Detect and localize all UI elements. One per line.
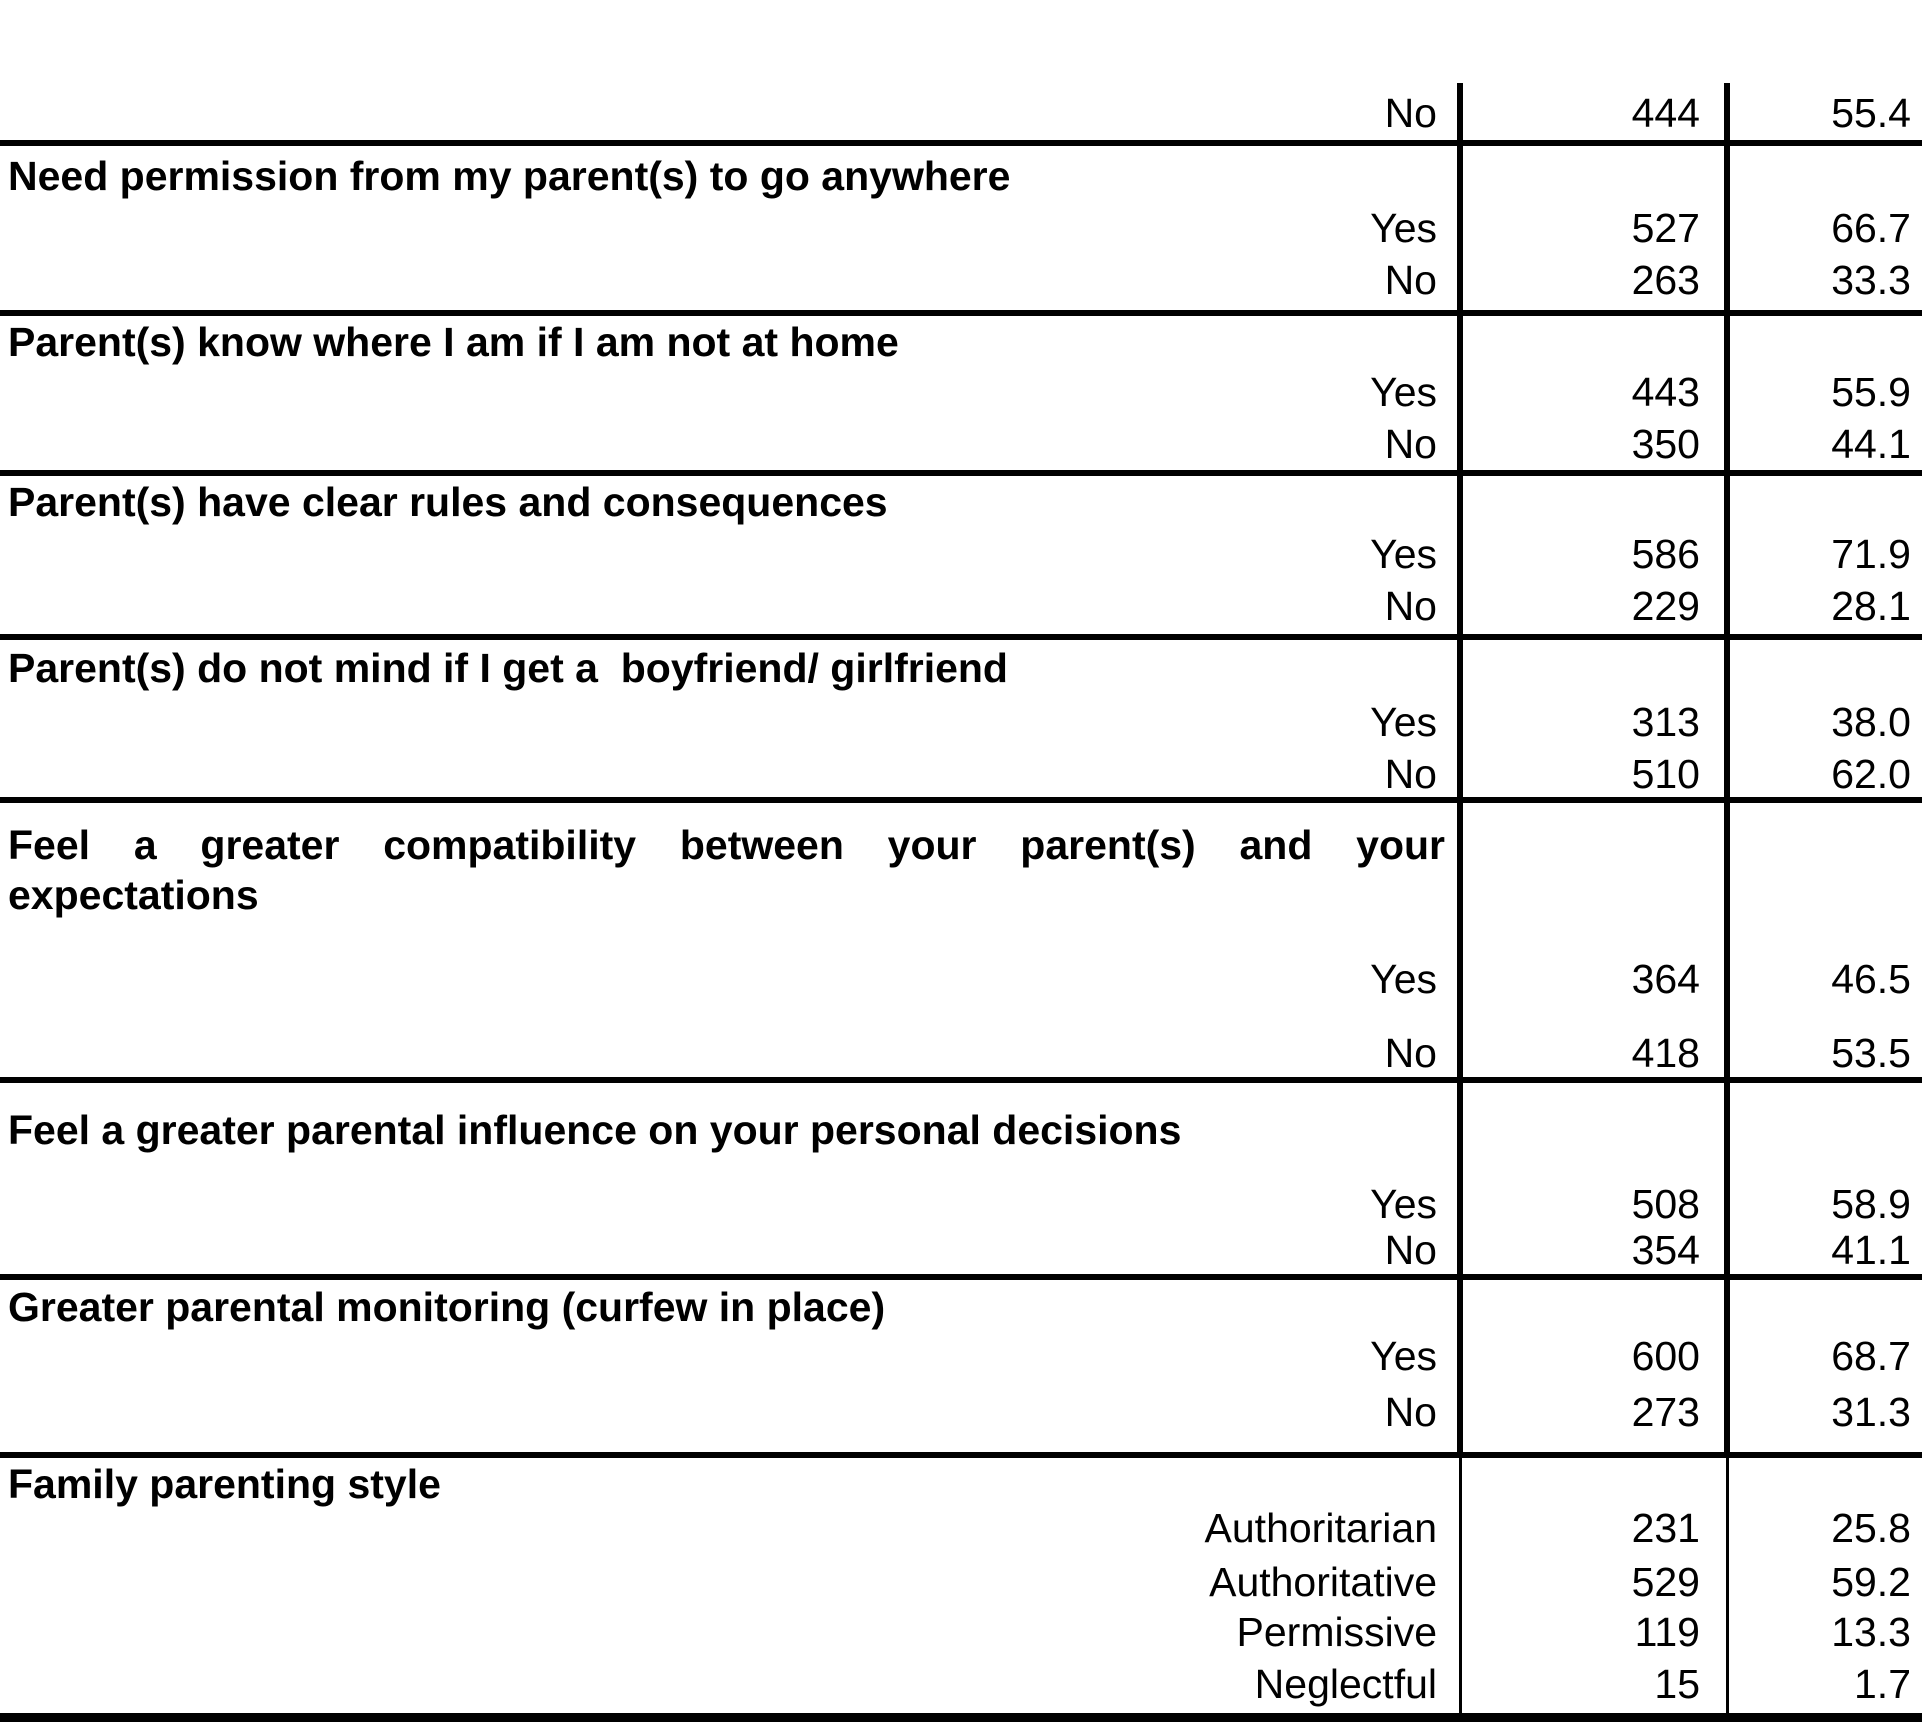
- row-label: Yes: [1370, 369, 1437, 415]
- row-pct: 53.5: [1831, 1030, 1911, 1076]
- section-header: Feel a greater compatibility between your parent(s) and your expectations: [8, 822, 1445, 918]
- row-label: Yes: [1370, 956, 1437, 1002]
- row-pct: 59.2: [1831, 1559, 1911, 1605]
- row-count: 263: [1631, 257, 1700, 303]
- row-pct: 13.3: [1831, 1609, 1911, 1655]
- row-label: No: [1384, 1030, 1437, 1076]
- row-count: 273: [1631, 1389, 1700, 1435]
- row-pct: 1.7: [1854, 1661, 1911, 1707]
- section-header: Parent(s) know where I am if I am not at home: [8, 319, 899, 365]
- table-row: [0, 202, 1922, 254]
- row-pct: 25.8: [1831, 1505, 1911, 1551]
- section-header: Need permission from my parent(s) to go anywhere: [8, 153, 1011, 199]
- row-count: 527: [1631, 205, 1700, 251]
- table-row: [0, 953, 1922, 1005]
- row-count: 229: [1631, 583, 1700, 629]
- row-pct: 55.9: [1831, 369, 1911, 415]
- table-row: [0, 366, 1922, 418]
- row-count: 508: [1631, 1181, 1700, 1227]
- table-row: [0, 1330, 1922, 1382]
- table-row: [0, 528, 1922, 580]
- table-row: [0, 1606, 1922, 1658]
- table-gridline-horizontal: [0, 140, 1922, 146]
- table-row: [0, 254, 1922, 306]
- row-pct: 31.3: [1831, 1389, 1911, 1435]
- row-label: Yes: [1370, 1333, 1437, 1379]
- row-count: 443: [1631, 369, 1700, 415]
- row-label: Yes: [1370, 1181, 1437, 1227]
- row-pct: 33.3: [1831, 257, 1911, 303]
- row-label: Authoritative: [1209, 1559, 1437, 1605]
- row-label: Authoritarian: [1204, 1505, 1437, 1551]
- table-row: [0, 87, 1922, 139]
- row-pct: 62.0: [1831, 751, 1911, 797]
- row-label: Yes: [1370, 699, 1437, 745]
- row-pct: 46.5: [1831, 956, 1911, 1002]
- row-label: No: [1384, 583, 1437, 629]
- row-label: No: [1384, 1227, 1437, 1273]
- table-row: [0, 1027, 1922, 1079]
- row-label: No: [1384, 1389, 1437, 1435]
- row-pct: 66.7: [1831, 205, 1911, 251]
- row-label: Yes: [1370, 531, 1437, 577]
- row-label: No: [1384, 751, 1437, 797]
- row-label: No: [1384, 257, 1437, 303]
- section-header: Greater parental monitoring (curfew in place): [8, 1284, 886, 1330]
- row-pct: 38.0: [1831, 699, 1911, 745]
- row-count: 231: [1631, 1505, 1700, 1551]
- row-label: Neglectful: [1254, 1661, 1437, 1707]
- row-count: 364: [1631, 956, 1700, 1002]
- table-row: [0, 580, 1922, 632]
- row-count: 529: [1631, 1559, 1700, 1605]
- table-row: [0, 748, 1922, 800]
- row-pct: 44.1: [1831, 421, 1911, 467]
- row-count: 350: [1631, 421, 1700, 467]
- table-row: [0, 1658, 1922, 1710]
- table-row: [0, 1502, 1922, 1554]
- row-label: Yes: [1370, 205, 1437, 251]
- section-header: Feel a greater parental influence on your personal decisions: [8, 1107, 1182, 1153]
- row-pct: 71.9: [1831, 531, 1911, 577]
- row-pct: 55.4: [1831, 90, 1911, 136]
- row-count: 354: [1631, 1227, 1700, 1273]
- section-header: Parent(s) have clear rules and consequences: [8, 479, 888, 525]
- row-count: 418: [1631, 1030, 1700, 1076]
- row-count: 15: [1654, 1661, 1700, 1707]
- section-header: Family parenting style: [8, 1461, 441, 1507]
- row-pct: 41.1: [1831, 1227, 1911, 1273]
- row-pct: 58.9: [1831, 1181, 1911, 1227]
- row-count: 313: [1631, 699, 1700, 745]
- table-row: [0, 418, 1922, 470]
- table-row: [0, 1178, 1922, 1230]
- table-gridline-horizontal: [0, 634, 1922, 640]
- row-pct: 68.7: [1831, 1333, 1911, 1379]
- row-count: 444: [1631, 90, 1700, 136]
- table-row: [0, 1224, 1922, 1276]
- row-label: No: [1384, 421, 1437, 467]
- row-count: 119: [1634, 1609, 1700, 1655]
- row-count: 600: [1631, 1333, 1700, 1379]
- section-header: Parent(s) do not mind if I get a boyfriend/ girlfriend: [8, 645, 1008, 691]
- row-count: 510: [1631, 751, 1700, 797]
- row-count: 586: [1631, 531, 1700, 577]
- row-pct: 28.1: [1831, 583, 1911, 629]
- row-label: No: [1384, 90, 1437, 136]
- table-bottom-border: [0, 1713, 1922, 1722]
- table-row: [0, 1386, 1922, 1438]
- table-row: [0, 696, 1922, 748]
- table-row: [0, 1556, 1922, 1608]
- row-label: Permissive: [1236, 1609, 1437, 1655]
